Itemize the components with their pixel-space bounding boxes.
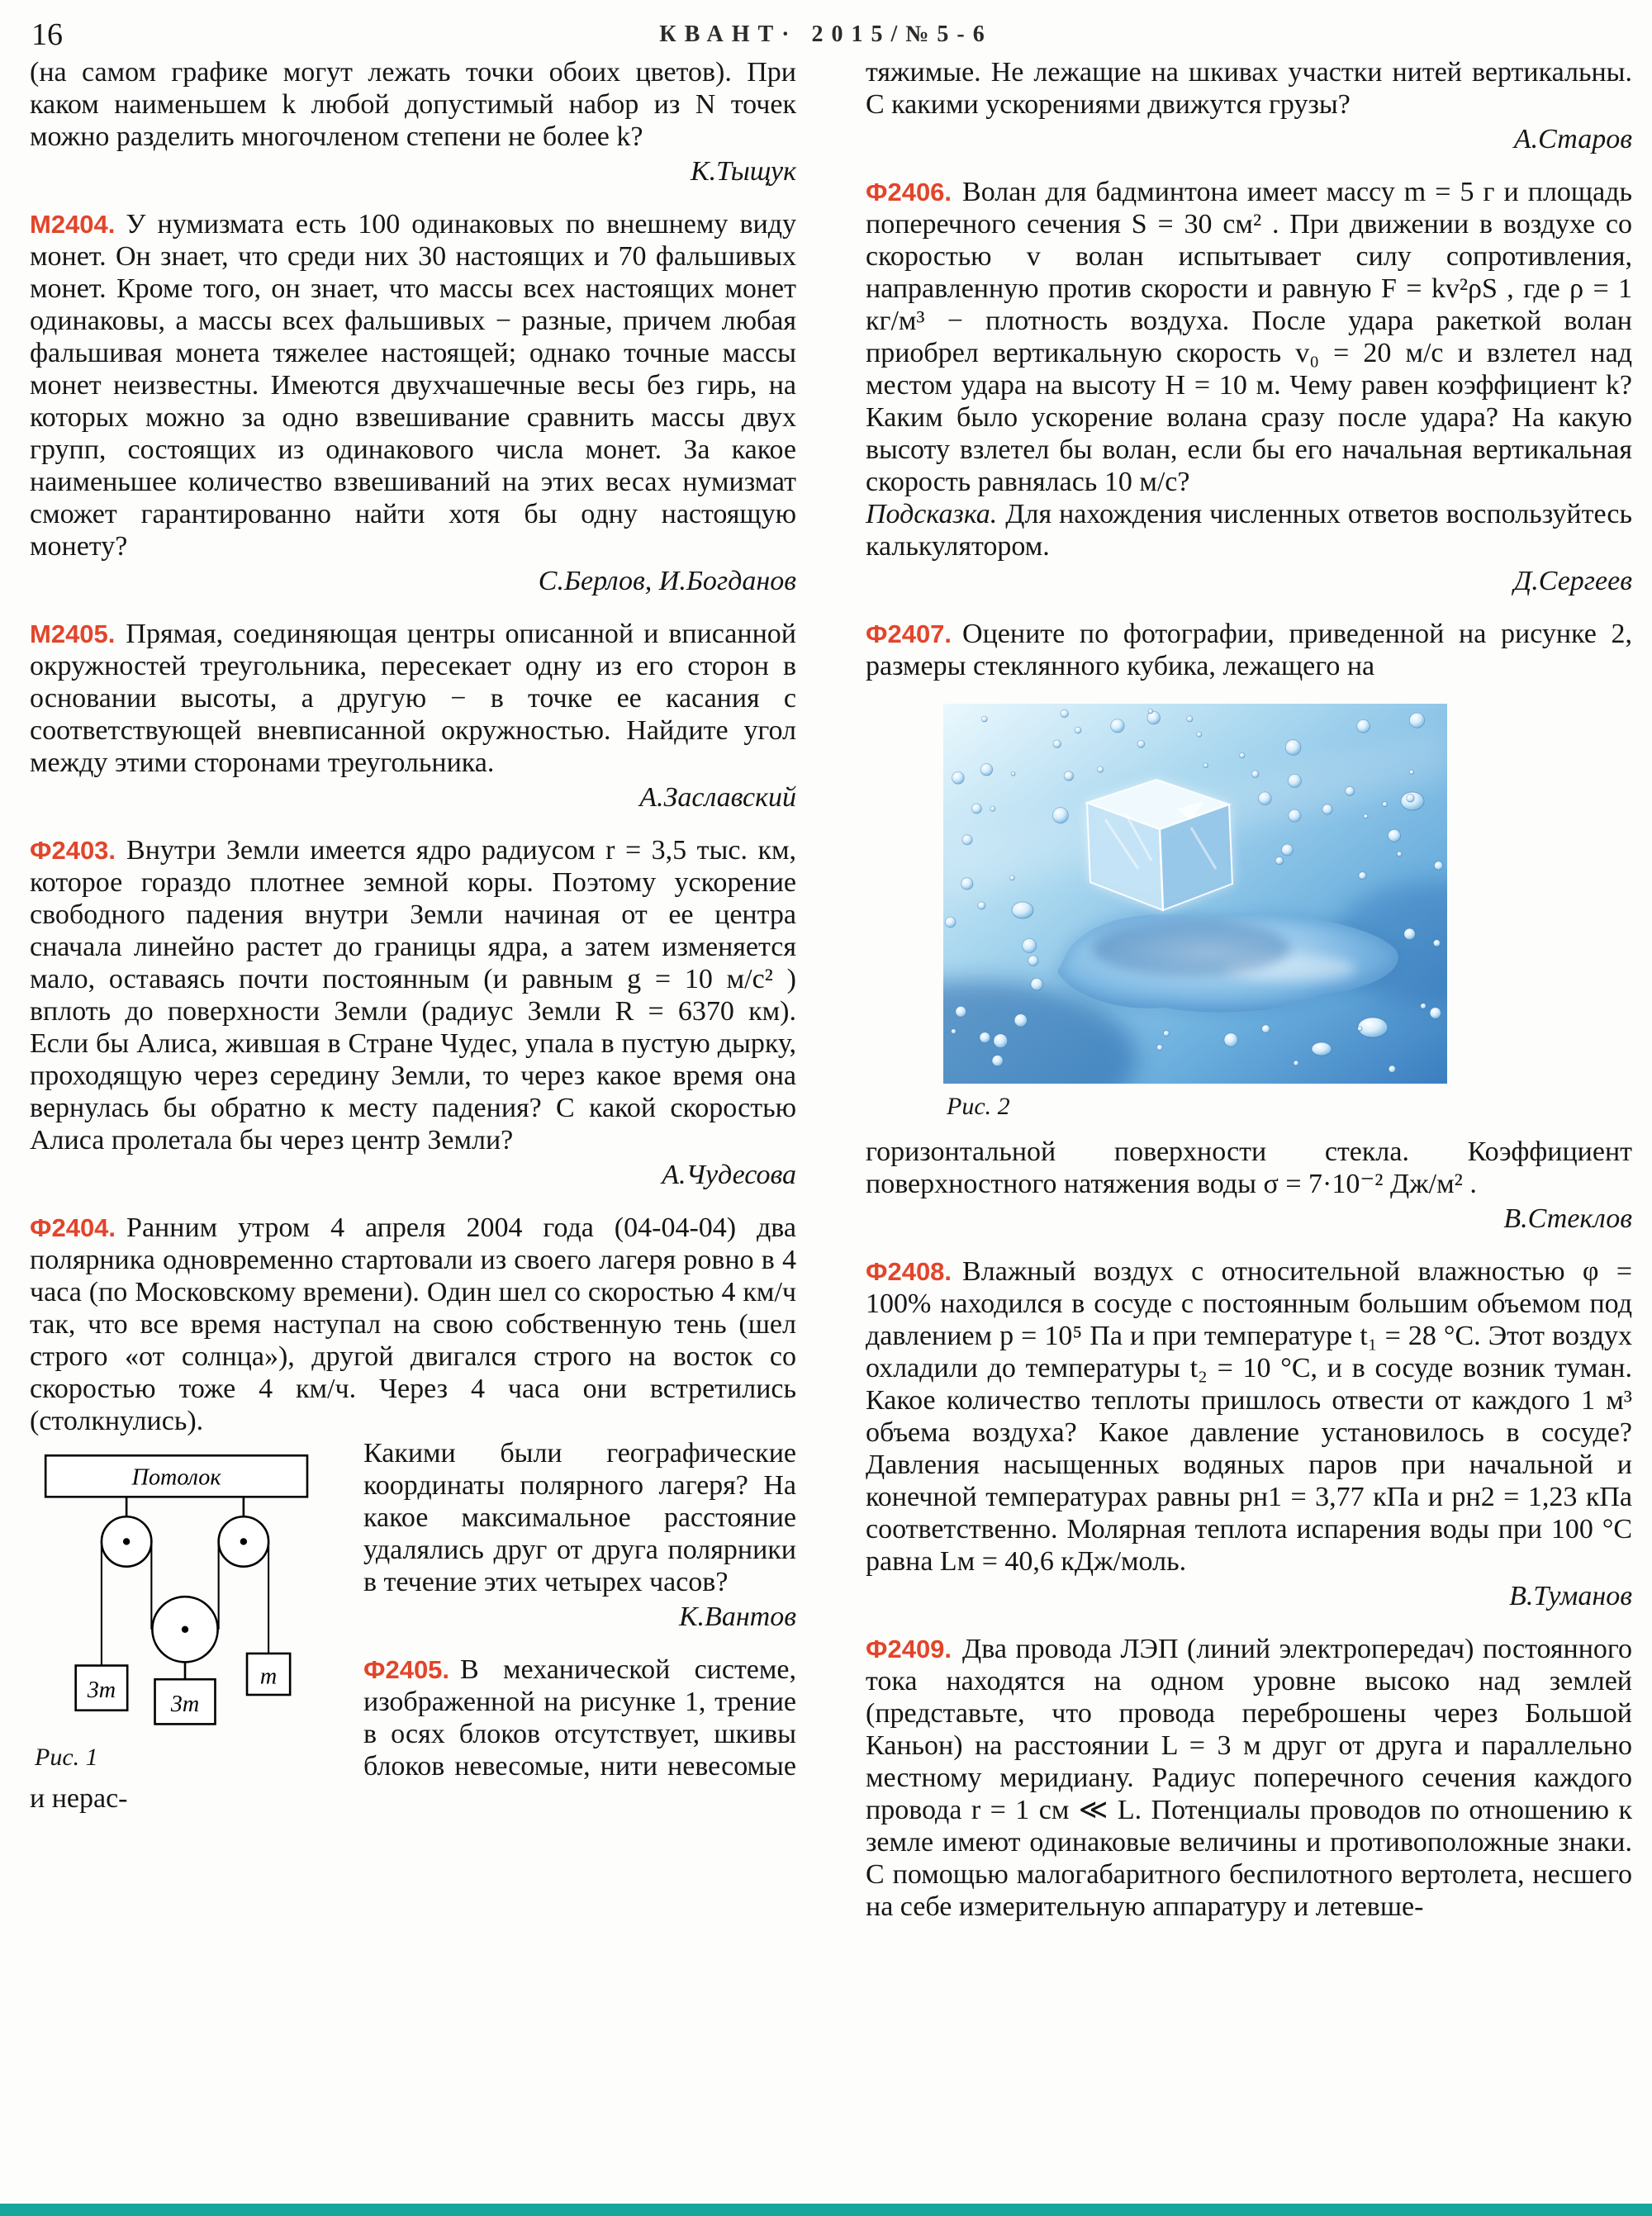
- pulley-diagram: [30, 1450, 340, 1736]
- problem-m2405: [30, 618, 796, 779]
- journal-title: КВАНТ· 2015/№5-6: [659, 21, 993, 47]
- problem-text-f2404b: Какими были географические координаты полярного лагеря? На какое максимальное расстояние удалялись друг от друга полярники в течение этих четырех часов?: [363, 1438, 796, 1597]
- author-signature: А.Заславский: [639, 782, 796, 813]
- mass-left-label: 3m: [87, 1677, 116, 1704]
- problem-label-f2408: Ф2408.: [866, 1257, 952, 1286]
- problem-text-f2405: В механической системе, изображенной на рисунке 1, трение в осях блоков отсутствует, шкивы блоков невесомые, нити невесомые и нерас-: [30, 1654, 796, 1814]
- cube-shadow: [1092, 920, 1290, 976]
- two-column-layout: [30, 56, 1632, 1923]
- problem-f2407: [866, 618, 1632, 682]
- problem-label-f2406: Ф2406.: [866, 178, 952, 206]
- author-signature: К.Вантов: [678, 1601, 796, 1632]
- figure-1: [30, 1450, 340, 1773]
- problem-label-f2404: Ф2404.: [30, 1213, 116, 1242]
- problem-m2404: [30, 208, 796, 562]
- problem-f2404: [30, 1212, 796, 1437]
- drop: [1012, 902, 1033, 918]
- pulleys: [102, 1516, 268, 1662]
- problem-f2403: [30, 834, 796, 1156]
- problem-f2407-continued: [866, 1136, 1632, 1200]
- problem-label-f2409: Ф2409.: [866, 1635, 952, 1663]
- problem-text-f2407b: горизонтальной поверхности стекла. Коэффициент поверхностного натяжения воды σ = 7·10⁻² Дж/м² .: [866, 1136, 1632, 1199]
- right-pulley-axle: [240, 1538, 247, 1545]
- figure-1-caption: Рис. 1: [35, 1744, 98, 1771]
- problem-text-f2405b: тяжимые. Не лежащие на шкивах участки нитей вертикальны. С какими ускорениями движутся грузы?: [866, 57, 1632, 120]
- problem-label-m2405: М2405.: [30, 619, 116, 648]
- problem-text-m2405: Прямая, соединяющая центры описанной и вписанной окружностей треугольника, пересекает одну из его сторон в основании высоты, а другую − в точке ее касания с соответствующей вневписанной окружностью. Найдите угол между этими сторонами треугольника.: [30, 619, 796, 778]
- page-number: 16: [31, 17, 63, 52]
- drop: [1312, 1042, 1332, 1056]
- intro-text: (на самом графике могут лежать точки обоих цветов). При каком наименьшем k любой допустимый набор из N точек можно разделить многочленом степени не более k?: [30, 57, 796, 152]
- problem-f2405-continued: [866, 56, 1632, 121]
- figure-2-caption: Рис. 2: [947, 1093, 1010, 1120]
- author-signature: Д.Сергеев: [1513, 566, 1632, 596]
- problem-text-f2404: Ранним утром 4 апреля 2004 года (04-04-04) два полярника одновременно стартовали из своего лагеря ровно в 4 часа (по Московскому времени). Один шел со скоростью 4 км/ч так, что все время наступал на свою собственную тень (шел строго «от солнца»), другой двигался строго на восток со скоростью тоже 4 км/ч. Через 4 часа они встретились (столкнулись).: [30, 1212, 796, 1436]
- problem-text-f2403: Внутри Земли имеется ядро радиусом r = 3,5 тыс. км, которое гораздо плотнее земной коры. Поэтому ускорение свободного падения внутри Земли начиная от ее центра сначала линейно растет до границы ядра, а затем изменяется мало, оставаясь почти постоянным (и равным g = 10 м/с² ) вплоть до поверхности Земли (радиус Земли R = 6370 км). Если бы Алиса, жившая в Стране Чудес, упала в пустую дырку, проходящую через середину Земли, то через какое время она вернулась бы обратно к месту падения? С какой скоростью Алиса пролетала бы через центр Земли?: [30, 835, 796, 1155]
- footer-bar: [0, 2204, 1652, 2216]
- problem-text-f2409: Два провода ЛЭП (линий электропередач) постоянного тока находятся на одном уровне высоко над землей (представьте, что провода переброшены через Большой Каньон) на расстоянии L = 3 м друг от друга и параллельно местному меридиану. Радиус поперечного сечения каждого провода r = 1 см ≪ L. Потенциалы проводов по отношению к земле имеют одинаковые величины и противоположные знаки. С помощью малогабаритного беспилотного вертолета, несшего на себе измерительную аппаратуру и летевше-: [866, 1634, 1632, 1922]
- problem-label-m2404: М2404.: [30, 210, 116, 239]
- author-signature: С.Берлов, И.Богданов: [538, 566, 796, 596]
- drop: [1358, 1018, 1388, 1037]
- problem-f2406: [866, 176, 1632, 498]
- mass-right-label: m: [259, 1663, 278, 1690]
- problem-text-f2407: Оцените по фотографии, приведенной на рисунке 2, размеры стеклянного кубика, лежащего на: [866, 619, 1632, 681]
- left-column: [30, 56, 796, 1923]
- masses: [76, 1654, 291, 1724]
- ceiling-label: Потолок: [131, 1464, 221, 1491]
- figure-2: [943, 704, 1447, 1122]
- author-signature: В.Туманов: [1509, 1581, 1632, 1611]
- hint-text: Для нахождения численных ответов воспользуйтесь калькулятором.: [866, 499, 1632, 562]
- problem-label-f2407: Ф2407.: [866, 619, 952, 648]
- right-column: [866, 56, 1632, 1923]
- problem-text-f2408: Влажный воздух с относительной влажностью φ = 100% находился в сосуде с постоянным большим объемом под давлением p = 10⁵ Па и при температуре t₁ = 28 °С. Этот воздух охладили до температуры t₂ = 10 °С, и в сосуде возник туман. Какое количество теплоты пришлось отвести от каждого 1 м³ объема воздуха? Какое давление установилось в сосуде? Давления насыщенных водяных паров при начальной и конечной температурах равны pн1 = 3,77 кПа и pн2 = 1,23 кПа соответственно. Молярная теплота испарения воды при 100 °С равна Lм = 40,6 кДж/моль.: [866, 1256, 1632, 1577]
- hint-label: Подсказка.: [866, 499, 998, 529]
- problem-label-f2405: Ф2405.: [363, 1655, 450, 1684]
- author-signature: В.Стеклов: [1503, 1203, 1632, 1234]
- ice-cube-photo: [943, 704, 1447, 1084]
- left-pulley-axle: [123, 1538, 130, 1545]
- mass-bottom-label: 3m: [170, 1691, 200, 1717]
- problem-label-f2403: Ф2403.: [30, 836, 116, 865]
- author-signature: А.Чудесова: [662, 1160, 796, 1190]
- problem-text-m2404: У нумизмата есть 100 одинаковых по внешнему виду монет. Он знает, что среди них 30 настоящих и 70 фальшивых монет. Кроме того, он знает, что массы всех настоящих монет одинаковы, а массы всех фальшивых − разные, причем любая фальшивая монета тяжелее настоящей; однако точные массы монет неизвестны. Имеются двухчашечные весы без гирь, на которых можно за одно взвешивание сравнить массы двух групп, состоящих из одинакового числа монет. За какое наименьшее количество взвешиваний на этих весах нумизмат сможет гарантированно найти хотя бы одну настоящую монету?: [30, 209, 796, 562]
- author-signature: К.Тыщук: [691, 156, 796, 187]
- author-signature: А.Старов: [1513, 124, 1632, 154]
- problem-f2408: [866, 1255, 1632, 1578]
- problem-text-f2406: Волан для бадминтона имеет массу m = 5 г и площадь поперечного сечения S = 30 см² . При движении в воздухе со скоростью v волан испытывает силу сопротивления, направленную против скорости и равную F = kv²ρS , где ρ = 1 кг/м³ − плотность воздуха. После удара ракеткой волан приобрел вертикальную скорость v₀ = 20 м/с и взлетел над местом удара на высоту H = 10 м. Чему равен коэффициент k? Каким было ускорение волана сразу после удара? На какую высоту взлетел бы волан, если бы его начальная вертикальная скорость равнялась 10 м/с?: [866, 177, 1632, 497]
- lower-pulley-axle: [182, 1626, 188, 1633]
- problem-f2409: [866, 1633, 1632, 1923]
- intro-paragraph: [30, 56, 796, 153]
- problem-f2406-hint: [866, 498, 1632, 562]
